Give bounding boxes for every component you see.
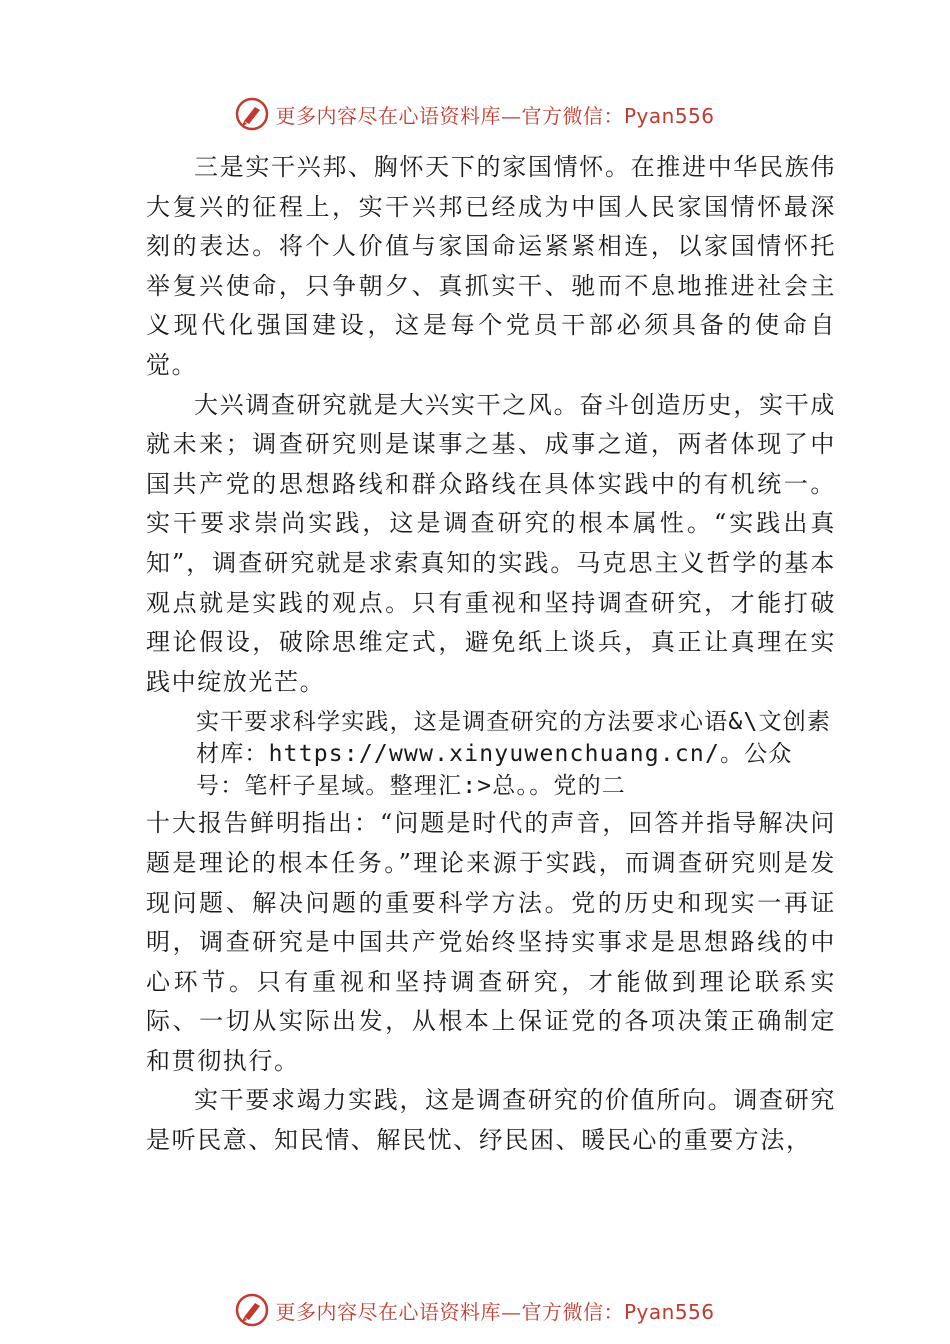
inserted-watermark-text: 实干要求科学实践，这是调查研究的方法要求心语&\文创素材库：https://www.xinyuwenchuang.cn/。公众号：笔杆子星域。整理汇:>总。。党的二	[196, 709, 832, 800]
banner-wechat-label: 官方微信：	[521, 103, 624, 128]
logo-icon	[235, 1293, 269, 1327]
banner-wechat-handle: Pyan556	[623, 1299, 715, 1324]
paragraph-2: 大兴调查研究就是大兴实干之风。奋斗创造历史，实干成就未来；调查研究则是谋事之基、成事之道，两者体现了中国共产党的思想路线和群众路线在具体实践中的有机统一。实干要求崇尚实践，这是调查研究的根本属性。“实践出真知”，调查研究就是求索真知的实践。马克思主义哲学的基本观点就是实践的观点。只有重视和坚持调查研究，才能打破理论假设，破除思维定式，避免纸上谈兵，真正让真理在实践中绽放光芒。	[146, 390, 836, 696]
paragraph-1: 三是实干兴邦、胸怀天下的家国情怀。在推进中华民族伟大复兴的征程上，实干兴邦已经成为中国人民家国情怀最深刻的表达。将个人价值与家国命运紧紧相连，以家国情怀托举复兴使命，只争朝夕、真抓实干、驰而不息地推进社会主义现代化强国建设，这是每个党员干部必须具备的使命自觉。	[146, 153, 836, 379]
logo-icon	[235, 97, 269, 131]
footer-banner-text	[275, 1296, 714, 1325]
banner-title: 更多内容尽在心语资料库	[275, 103, 501, 128]
banner-title: 更多内容尽在心语资料库	[275, 1299, 501, 1324]
header-banner-text	[275, 100, 714, 129]
banner-wechat-label: 官方微信：	[521, 1299, 624, 1324]
banner-dash: —	[500, 103, 522, 128]
paragraph-4: 实干要求竭力实践，这是调查研究的价值所向。调查研究是听民意、知民情、解民忧、纾民困、暖民心的重要方法，	[146, 1086, 836, 1155]
paragraph-3: 十大报告鲜明指出：“问题是时代的声音，回答并指导解决问题是理论的根本任务。”理论来源于实践，而调查研究则是发现问题、解决问题的重要科学方法。党的历史和现实一再证明，调查研究是中国共产党始终坚持实事求是思想路线的中心环节。只有重视和坚持调查研究，才能做到理论联系实际、一切从实际出发，从根本上保证党的各项决策正确制定和贯彻执行。	[146, 809, 836, 1075]
banner-dash: —	[500, 1299, 522, 1324]
header-banner	[0, 94, 950, 134]
banner-wechat-handle: Pyan556	[623, 103, 715, 128]
document-body	[146, 148, 836, 1161]
footer-banner	[0, 1290, 950, 1330]
